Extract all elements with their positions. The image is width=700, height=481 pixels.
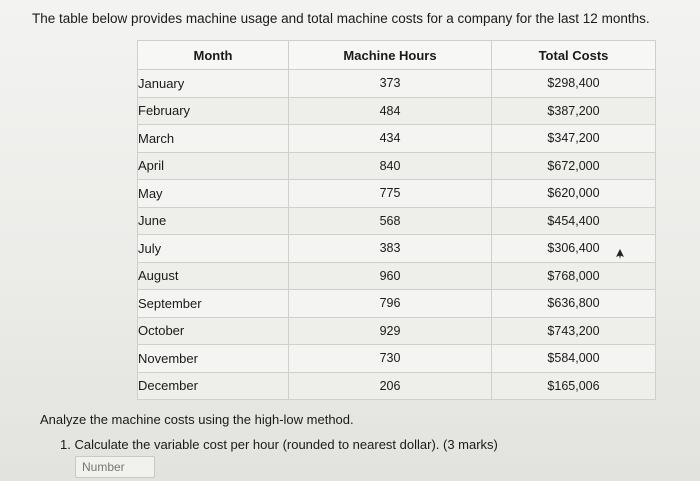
month-cell: June [138,207,289,235]
hours-cell: 929 [289,317,492,345]
table-row [138,345,656,373]
month-cell: October [138,317,289,345]
table-row [138,262,656,290]
costs-cell: $636,800 [492,290,656,318]
table-row [138,152,656,180]
hours-cell: 840 [289,152,492,180]
table-row [138,317,656,345]
month-cell: November [138,345,289,373]
month-cell: May [138,180,289,208]
hours-cell: 484 [289,97,492,125]
machine-cost-table [137,40,656,400]
costs-cell: $454,400 [492,207,656,235]
table-header-row [138,41,656,70]
table-row [138,207,656,235]
table-row [138,125,656,153]
variable-cost-answer-input[interactable] [75,456,155,478]
hours-cell: 568 [289,207,492,235]
table-row [138,70,656,98]
costs-cell: $584,000 [492,345,656,373]
table-row [138,180,656,208]
hours-cell: 730 [289,345,492,373]
month-cell: July [138,235,289,263]
hours-cell: 960 [289,262,492,290]
costs-cell: $672,000 [492,152,656,180]
header-machine-hours: Machine Hours [289,41,492,70]
mouse-pointer-icon [614,248,626,260]
costs-cell: $743,200 [492,317,656,345]
month-cell: January [138,70,289,98]
month-cell: December [138,372,289,400]
header-total-costs: Total Costs [492,41,656,70]
costs-cell: $306,400 [492,235,656,263]
costs-cell: $165,006 [492,372,656,400]
intro-text: The table below provides machine usage and total machine costs for a company for the last 12 months. [32,11,650,26]
hours-cell: 796 [289,290,492,318]
question-1-text: 1. Calculate the variable cost per hour (rounded to nearest dollar). (3 marks) [60,437,498,452]
table-row [138,290,656,318]
hours-cell: 775 [289,180,492,208]
costs-cell: $768,000 [492,262,656,290]
month-cell: April [138,152,289,180]
costs-cell: $620,000 [492,180,656,208]
hours-cell: 383 [289,235,492,263]
month-cell: August [138,262,289,290]
costs-cell: $298,400 [492,70,656,98]
month-cell: September [138,290,289,318]
table-row [138,372,656,400]
table-row [138,97,656,125]
hours-cell: 206 [289,372,492,400]
table-row [138,235,656,263]
analyze-instruction: Analyze the machine costs using the high-low method. [40,412,354,427]
hours-cell: 434 [289,125,492,153]
costs-cell: $347,200 [492,125,656,153]
header-month: Month [138,41,289,70]
month-cell: February [138,97,289,125]
month-cell: March [138,125,289,153]
hours-cell: 373 [289,70,492,98]
costs-cell: $387,200 [492,97,656,125]
